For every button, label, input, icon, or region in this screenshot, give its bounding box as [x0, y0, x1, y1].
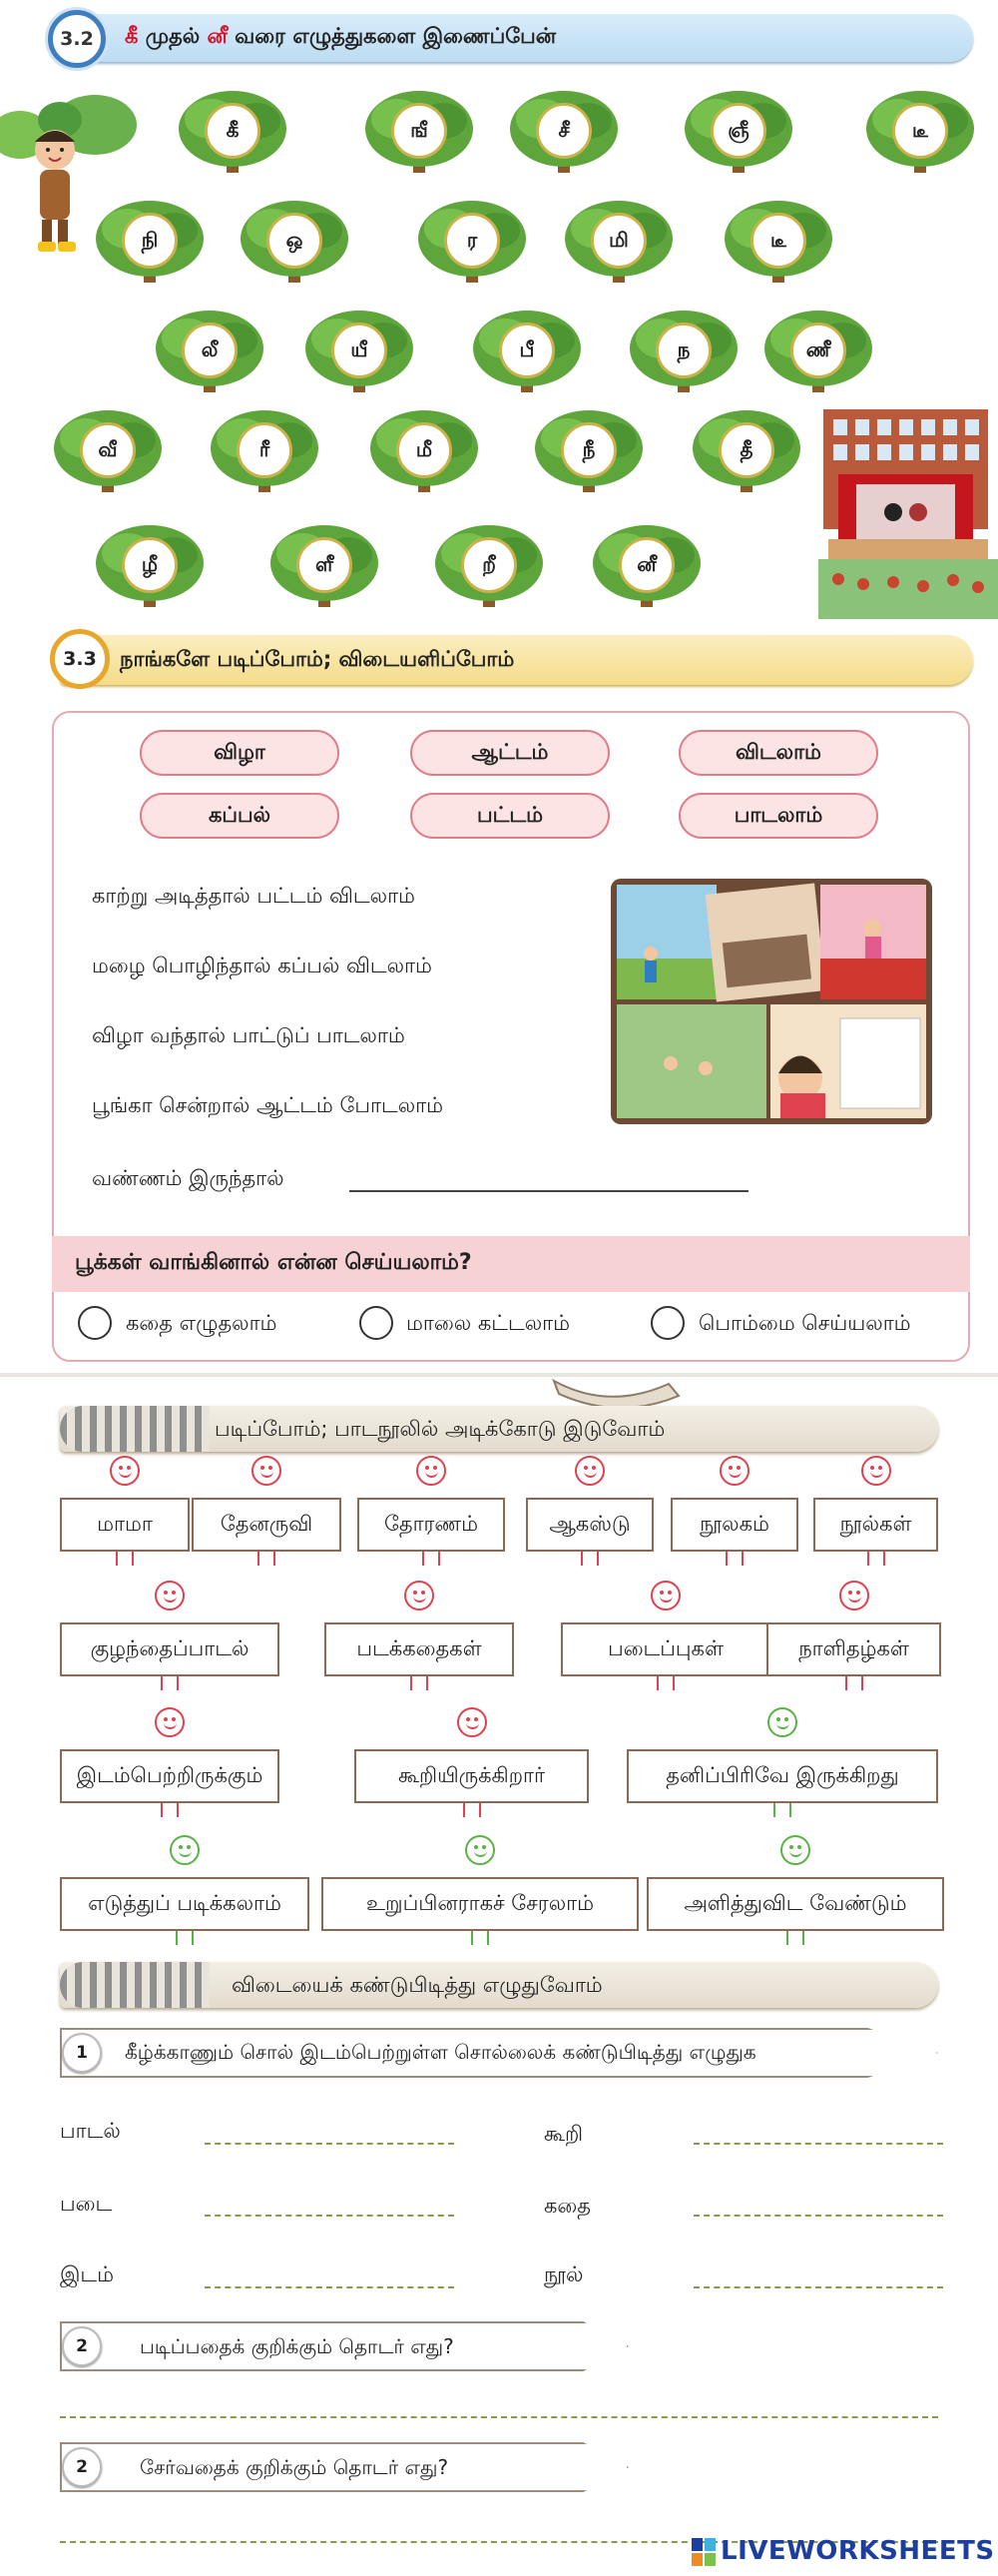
- tree-letter: பீ: [499, 322, 555, 378]
- section-33-title: நாங்களே படிப்போம்; விடையளிப்போம்: [120, 647, 515, 671]
- tree-letter: ஒ: [266, 213, 322, 269]
- smiley-face-icon: [720, 1456, 749, 1486]
- title-mid-1: முதல்: [138, 24, 208, 48]
- sign-legs: [720, 1552, 749, 1568]
- tree-letter: ணீ: [790, 322, 846, 378]
- reading-header-title: படிப்போம்; பாடநூலில் அடிக்கோடு இடுவோம்: [215, 1417, 666, 1441]
- smiley-face-icon: [457, 1707, 487, 1737]
- smiley-face-icon: [155, 1581, 185, 1610]
- letter-tree[interactable]: [719, 195, 838, 295]
- answer-line[interactable]: [205, 2143, 454, 2145]
- sign-legs: [155, 1676, 185, 1692]
- letter-tree[interactable]: [559, 195, 679, 295]
- smiley-face-icon: [780, 1835, 810, 1865]
- letter-tree[interactable]: [264, 519, 384, 619]
- letter-tree[interactable]: [173, 85, 292, 185]
- tree-letter: ரீ: [237, 422, 292, 478]
- radio-option-2[interactable]: [359, 1306, 393, 1340]
- sign-legs: [780, 1931, 810, 1947]
- sign-legs: [404, 1676, 434, 1692]
- smiley-face-icon: [416, 1456, 446, 1486]
- letter-tree[interactable]: [687, 404, 806, 504]
- title-start-letter: கீ: [125, 24, 139, 48]
- tree-letter: னீ: [619, 537, 675, 593]
- sign-legs: [861, 1552, 891, 1568]
- word-right-2: கதை: [544, 2194, 591, 2218]
- tree-letter: ந: [656, 322, 712, 378]
- letter-tree[interactable]: [429, 519, 549, 619]
- word-pill: விடலாம்: [679, 730, 878, 776]
- poem-line-incomplete: வண்ணம் இருந்தால்: [92, 1166, 284, 1190]
- tree-letter: றீ: [461, 537, 517, 593]
- word-pill: பட்டம்: [410, 793, 610, 839]
- question-1-text: கீழ்க்காணும் சொல் இடம்பெற்றுள்ள சொல்லைக் கண்டுபிடித்து எழுதுக: [125, 2040, 756, 2064]
- word-sign: அளித்துவிட வேண்டும்: [647, 1877, 944, 1931]
- sign-legs: [651, 1676, 681, 1692]
- smiley-face-icon: [251, 1456, 281, 1486]
- word-sign: நூலகம்: [671, 1498, 798, 1552]
- tree-letter: மீ: [396, 422, 452, 478]
- answer-line[interactable]: [694, 2143, 943, 2145]
- letter-tree[interactable]: [299, 305, 419, 404]
- tree-letter: சீ: [536, 103, 592, 159]
- sign-legs: [170, 1931, 200, 1947]
- question-2-text: படிப்பதைக் குறிக்கும் தொடர் எது?: [140, 2334, 454, 2358]
- word-sign: படக்கதைகள்: [324, 1622, 514, 1676]
- word-right-3: நூல்: [544, 2262, 584, 2286]
- word-pill: பாடலாம்: [679, 793, 878, 839]
- option-label-3: பொம்மை செய்யலாம்: [699, 1311, 911, 1335]
- question-1-number: 1: [62, 2033, 102, 2073]
- word-sign: மாமா: [60, 1498, 190, 1552]
- letter-tree[interactable]: [205, 404, 324, 504]
- word-sign: நூல்கள்: [813, 1498, 938, 1552]
- question-2-number: 2: [62, 2326, 102, 2366]
- reading-header-stripes: [60, 1406, 210, 1452]
- question-3-number: 2: [62, 2447, 102, 2487]
- tree-letter: டீ: [892, 103, 948, 159]
- liveworksheets-logo-icon: [692, 2538, 716, 2566]
- sign-legs: [251, 1552, 281, 1568]
- tree-letter: லீ: [182, 322, 238, 378]
- option-label-1: கதை எழுதலாம்: [126, 1311, 277, 1335]
- word-pill: விழா: [140, 730, 339, 776]
- answer-header-stripes: [60, 1962, 210, 2008]
- word-sign: இடம்பெற்றிருக்கும்: [60, 1749, 279, 1803]
- tree-letter: கீ: [205, 103, 260, 159]
- sign-legs: [839, 1676, 869, 1692]
- sign-legs: [416, 1552, 446, 1568]
- word-sign: தோரணம்: [357, 1498, 505, 1552]
- liveworksheets-watermark: LIVEWORKSHEETS: [721, 2536, 995, 2566]
- tree-letter: வீ: [80, 422, 136, 478]
- answer-line[interactable]: [205, 2215, 454, 2217]
- letter-tree[interactable]: [504, 85, 624, 185]
- sign-legs: [457, 1803, 487, 1819]
- word-sign: தேனருவி: [192, 1498, 341, 1552]
- word-sign: குழந்தைப்பாடல்: [60, 1622, 279, 1676]
- letter-tree[interactable]: [412, 195, 532, 295]
- tree-letter: ர: [444, 213, 500, 269]
- smiley-face-icon: [110, 1456, 140, 1486]
- poem-line: காற்று அடித்தால் பட்டம் விடலாம்: [92, 884, 415, 908]
- word-pill: கப்பல்: [140, 793, 339, 839]
- letter-tree[interactable]: [90, 519, 210, 619]
- section-32-title: [125, 24, 556, 51]
- answer-line[interactable]: [694, 2215, 943, 2217]
- letter-tree[interactable]: [150, 305, 269, 404]
- sign-legs: [155, 1803, 185, 1819]
- smiley-face-icon: [170, 1835, 200, 1865]
- word-sign: கூறியிருக்கிறார்: [354, 1749, 589, 1803]
- smiley-face-icon: [155, 1707, 185, 1737]
- word-sign: உறுப்பினராகச் சேரலாம்: [321, 1877, 639, 1931]
- tree-letter: மி: [591, 213, 647, 269]
- letter-tree[interactable]: [90, 195, 210, 295]
- word-sign: படைப்புகள்: [561, 1622, 770, 1676]
- word-sign: எடுத்துப் படிக்கலாம்: [60, 1877, 309, 1931]
- children-activities-collage: [611, 879, 932, 1124]
- sign-legs: [575, 1552, 605, 1568]
- word-left-2: படை: [60, 2192, 113, 2216]
- word-sign: நாளிதழ்கள்: [766, 1622, 941, 1676]
- word-sign: தனிப்பிரிவே இருக்கிறது: [627, 1749, 938, 1803]
- word-pill: ஆட்டம்: [410, 730, 610, 776]
- answer-line[interactable]: [694, 2286, 943, 2288]
- sign-legs: [767, 1803, 797, 1819]
- letter-tree[interactable]: [679, 85, 798, 185]
- tree-letter: ளீ: [296, 537, 352, 593]
- question-3-text: சேர்வதைக் குறிக்கும் தொடர் எது?: [140, 2455, 449, 2479]
- question-text: பூக்கள் வாங்கினால் என்ன செய்யலாம்?: [75, 1250, 472, 1275]
- letter-tree[interactable]: [48, 404, 168, 504]
- word-sign: ஆகஸ்டு: [526, 1498, 654, 1552]
- word-right-1: கூறி: [544, 2122, 584, 2146]
- tree-letter: ழீ: [122, 537, 178, 593]
- section-33-number: 3.3: [50, 629, 110, 689]
- word-left-3: இடம்: [60, 2262, 115, 2286]
- letter-tree[interactable]: [359, 85, 479, 185]
- poem-line: பூங்கா சென்றால் ஆட்டம் போடலாம்: [92, 1093, 444, 1117]
- letter-tree[interactable]: [235, 195, 354, 295]
- smiley-face-icon: [575, 1456, 605, 1486]
- letter-tree[interactable]: [467, 305, 587, 404]
- sign-legs: [110, 1552, 140, 1568]
- page-divider: [0, 1373, 998, 1377]
- answer-line-long[interactable]: [60, 2416, 938, 2418]
- smiley-face-icon: [465, 1835, 495, 1865]
- letter-tree[interactable]: [758, 305, 878, 404]
- option-label-2: மாலை கட்டலாம்: [406, 1311, 571, 1335]
- tree-letter: ஞீ: [711, 103, 766, 159]
- letter-tree[interactable]: [860, 85, 980, 185]
- letter-tree[interactable]: [624, 305, 744, 404]
- word-left-1: பாடல்: [60, 2119, 121, 2143]
- smiley-face-icon: [861, 1456, 891, 1486]
- smiley-face-icon: [839, 1581, 869, 1610]
- answer-line[interactable]: [205, 2286, 454, 2288]
- title-end-letter: னீ: [207, 24, 228, 48]
- tree-letter: நி: [122, 213, 178, 269]
- letter-tree[interactable]: [587, 519, 707, 619]
- tree-letter: தீ: [719, 422, 774, 478]
- smiley-face-icon: [651, 1581, 681, 1610]
- poem-line: மழை பொழிந்தால் கப்பல் விடலாம்: [92, 954, 432, 977]
- letter-tree[interactable]: [364, 404, 484, 504]
- tree-letter: டீ: [750, 213, 806, 269]
- letter-tree[interactable]: [529, 404, 649, 504]
- tree-letter: யீ: [331, 322, 387, 378]
- title-mid-2: வரை எழுத்துகளை இணைப்பேன்: [227, 24, 557, 48]
- tree-letter: நீ: [561, 422, 617, 478]
- radio-option-1[interactable]: [78, 1306, 112, 1340]
- stage-school-illustration: [818, 404, 998, 619]
- answer-header-title: விடையைக் கண்டுபிடித்து எழுதுவோம்: [232, 1973, 603, 1997]
- poem-line: விழா வந்தால் பாட்டுப் பாடலாம்: [92, 1023, 405, 1047]
- tree-letter: ஙீ: [391, 103, 447, 159]
- smiley-face-icon: [404, 1581, 434, 1610]
- answer-blank[interactable]: [349, 1190, 748, 1192]
- sign-legs: [465, 1931, 495, 1947]
- radio-option-3[interactable]: [651, 1306, 685, 1340]
- section-32-number: 3.2: [48, 10, 106, 68]
- smiley-face-icon: [767, 1707, 797, 1737]
